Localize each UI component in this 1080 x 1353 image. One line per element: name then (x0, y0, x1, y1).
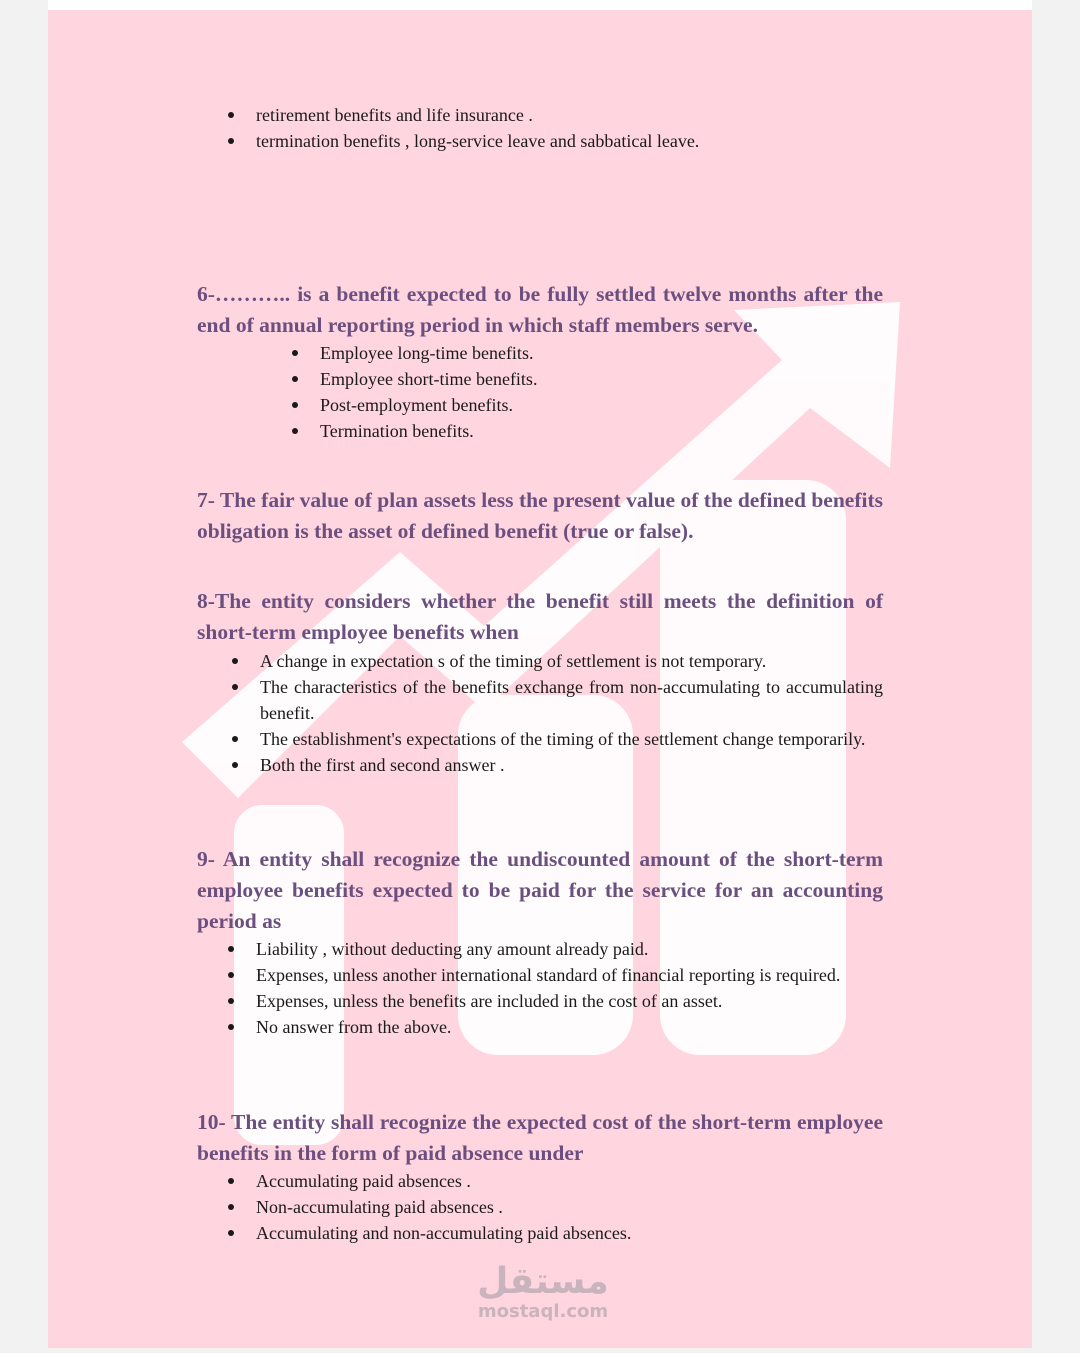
logo-latin-text: mostaql.com (477, 1301, 609, 1322)
list-item: Employee short-time benefits. (320, 366, 880, 392)
list-item: The characteristics of the benefits exchange from non-accumulating to accumulating benefit. (260, 674, 883, 726)
question-10-options (256, 1168, 883, 1246)
question-8: 8-The entity considers whether the benefit still meets the definition of short-term employee benefits when (197, 589, 883, 644)
question-6: 6-……….. is a benefit expected to be fully settled twelve months after the end of annual reporting period in which staff members serve. (197, 282, 883, 337)
list-item: Accumulating paid absences . (256, 1168, 883, 1194)
mostaql-logo (458, 1262, 628, 1322)
list-item: Expenses, unless the benefits are included in the cost of an asset. (256, 988, 883, 1014)
document-content (48, 10, 1032, 1348)
list-item: Accumulating and non-accumulating paid absences. (256, 1220, 883, 1246)
list-item: retirement benefits and life insurance . (256, 102, 856, 128)
list-item: termination benefits , long-service leave and sabbatical leave. (256, 128, 856, 154)
list-item: A change in expectation s of the timing of settlement is not temporary. (260, 648, 883, 674)
question-10: 10- The entity shall recognize the expected cost of the short-term employee benefits in the form of paid absence under (197, 1110, 883, 1165)
question-7: 7- The fair value of plan assets less the present value of the defined benefits obligation is the asset of defined benefit (true or false). (197, 488, 883, 543)
list-item: Non-accumulating paid absences . (256, 1194, 883, 1220)
list-item: Expenses, unless another international standard of financial reporting is required. (256, 962, 883, 988)
list-item: Liability , without deducting any amount already paid. (256, 936, 883, 962)
list-item: Termination benefits. (320, 418, 880, 444)
list-item: Post-employment benefits. (320, 392, 880, 418)
list-item: Both the first and second answer . (260, 752, 883, 778)
page-top-edge (48, 0, 1032, 10)
question-6-options (320, 340, 880, 444)
list-item: Employee long-time benefits. (320, 340, 880, 366)
question-9: 9- An entity shall recognize the undiscounted amount of the short-term employee benefits expected to be paid for the service for an accounting period as (197, 847, 883, 933)
list-item: No answer from the above. (256, 1014, 883, 1040)
question-9-options (256, 936, 883, 1040)
intro-option-list (256, 102, 856, 154)
document-page (48, 10, 1032, 1348)
list-item: The establishment's expectations of the timing of the settlement change temporarily. (260, 726, 883, 752)
logo-arabic-text: مستقل (477, 1261, 609, 1302)
question-8-options (260, 648, 883, 778)
